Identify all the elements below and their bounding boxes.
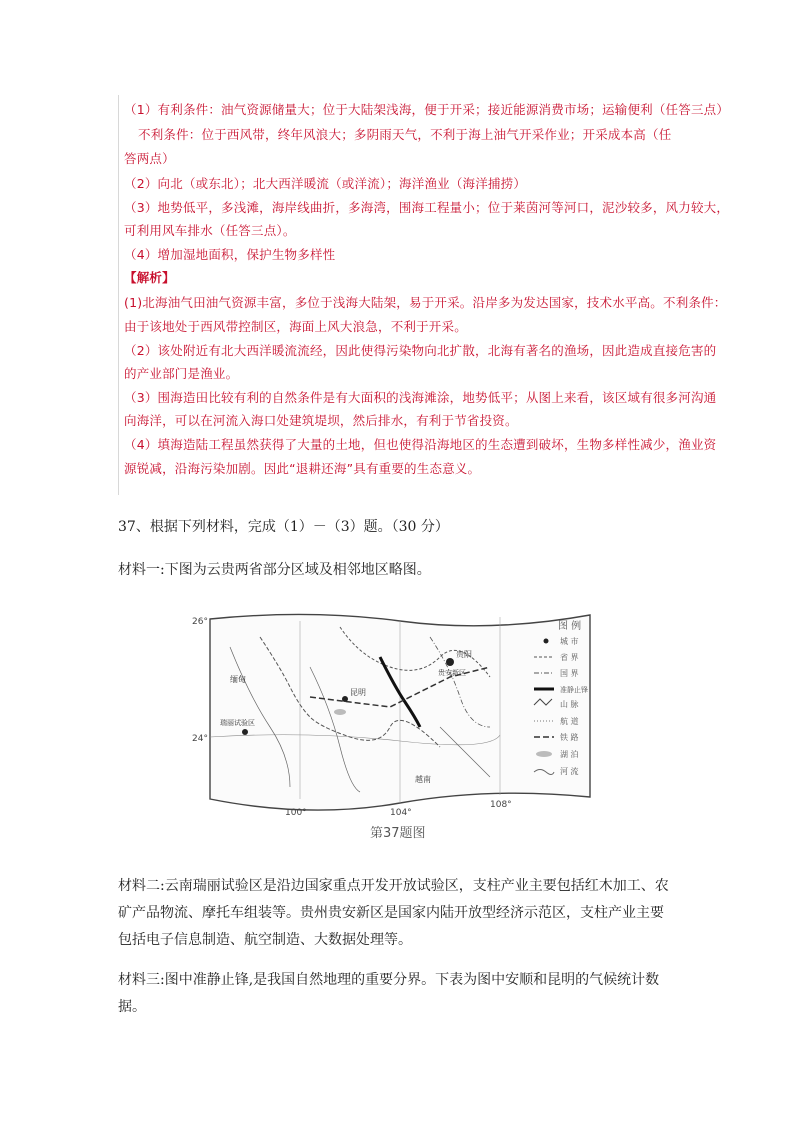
legend-city: 城 市 [560, 637, 579, 646]
analysis-line-2: 由于该地处于西风带控制区，海面上风大浪急，不利于开采。 [124, 319, 467, 334]
lat-label-24: 24° [192, 734, 208, 744]
legend-title: 图 例 [558, 621, 582, 632]
legend-river: 河 流 [560, 767, 579, 776]
material-2-line-1: 材料二:云南瑞丽试验区是沿边国家重点开发开放试验区，支柱产业主要包括红木加工、农 [118, 878, 669, 894]
analysis-line-5: （3）围海造田比较有利的自然条件是有大面积的浅海滩涂，地势低平；从图上来看，该区域有很多河沟通 [124, 390, 717, 405]
map-caption: 第37题图 [370, 826, 426, 841]
map-figure [190, 607, 610, 847]
map-label-guian: 贵安新区 [438, 669, 466, 677]
analysis-line-3: （2）该处附近有北大西洋暖流流经，因此使得污染物向北扩散，北海有著名的渔场，因此造成直接危害的 [124, 343, 717, 358]
map-label-kunming: 昆明 [350, 688, 366, 697]
answer-line-2: 不利条件：位于西风带，终年风浪大；多阴雨天气，不利于海上油气开采作业；开采成本高（任 [138, 127, 672, 142]
analysis-line-4: 的产业部门是渔业。 [124, 366, 239, 381]
lon-label-108: 108° [490, 800, 512, 810]
answer-line-6: 可利用风车排水（任答三点）。 [124, 223, 296, 238]
legend-front: 准静止锋 [560, 686, 588, 694]
map-label-vietnam: 越南 [415, 775, 431, 784]
legend-lake: 湖 泊 [560, 750, 579, 759]
answer-block-border [118, 95, 119, 495]
analysis-line-6: 向海洋，可以在河流入海口处建筑堤坝，然后排水，有利于节省投资。 [124, 413, 518, 428]
map-label-myanmar: 缅甸 [230, 675, 246, 684]
answer-line-4: （2）向北（或东北）；北大西洋暖流（或洋流）；海洋渔业（海洋捕捞） [124, 176, 527, 191]
map-svg [190, 607, 610, 822]
legend-railway: 铁 路 [560, 733, 579, 742]
legend-country: 国 界 [560, 669, 579, 678]
legend-province: 省 界 [560, 653, 579, 662]
analysis-line-1: (1)北海油气田油气资源丰富，多位于浅海大陆架，易于开采。沿岸多为发达国家，技术水平高。不利条件： [124, 295, 727, 310]
legend-mountain: 山 脉 [560, 700, 579, 709]
analysis-line-7: （4）填海造陆工程虽然获得了大量的土地，但也使得沿海地区的生态遭到破坏，生物多样性减少，渔业资 [124, 437, 717, 452]
material-3-line-2: 据。 [118, 999, 146, 1015]
answer-line-3: 答两点） [124, 151, 175, 166]
material-3-line-1: 材料三:图中准静止锋,是我国自然地理的重要分界。下表为图中安顺和昆明的气候统计数 [118, 972, 660, 988]
analysis-label: 【解析】 [124, 270, 175, 285]
analysis-line-8: 源锐减，沿海污染加剧。因此“退耕还海”具有重要的生态意义。 [124, 461, 481, 476]
legend-waterway: 航 道 [560, 717, 579, 726]
lon-label-100: 100° [285, 808, 307, 818]
answer-line-1: （1）有利条件：油气资源储量大；位于大陆架浅海，便于开采；接近能源消费市场；运输便利（任答三点） [124, 102, 730, 117]
map-label-ruili: 瑞丽试验区 [220, 719, 255, 727]
answer-line-5: （3）地势低平，多浅滩，海岸线曲折，多海湾，围海工程量小；位于莱茵河等河口，泥沙较多，风力较大， [124, 200, 730, 215]
material-1: 材料一:下图为云贵两省部分区域及相邻地区略图。 [118, 562, 431, 578]
lat-label-26: 26° [192, 617, 208, 627]
material-2-line-3: 包括电子信息制造、航空制造、大数据处理等。 [118, 932, 412, 948]
map-label-guiyang: 贵阳 [456, 650, 472, 659]
question-title: 37、根据下列材料，完成（1）－（3）题。（30 分） [118, 519, 449, 535]
answer-line-7: （4）增加湿地面积，保护生物多样性 [124, 247, 336, 262]
lon-label-104: 104° [390, 808, 412, 818]
material-2-line-2: 矿产品物流、摩托车组装等。贵州贵安新区是国家内陆开放型经济示范区，支柱产业主要 [118, 905, 664, 921]
